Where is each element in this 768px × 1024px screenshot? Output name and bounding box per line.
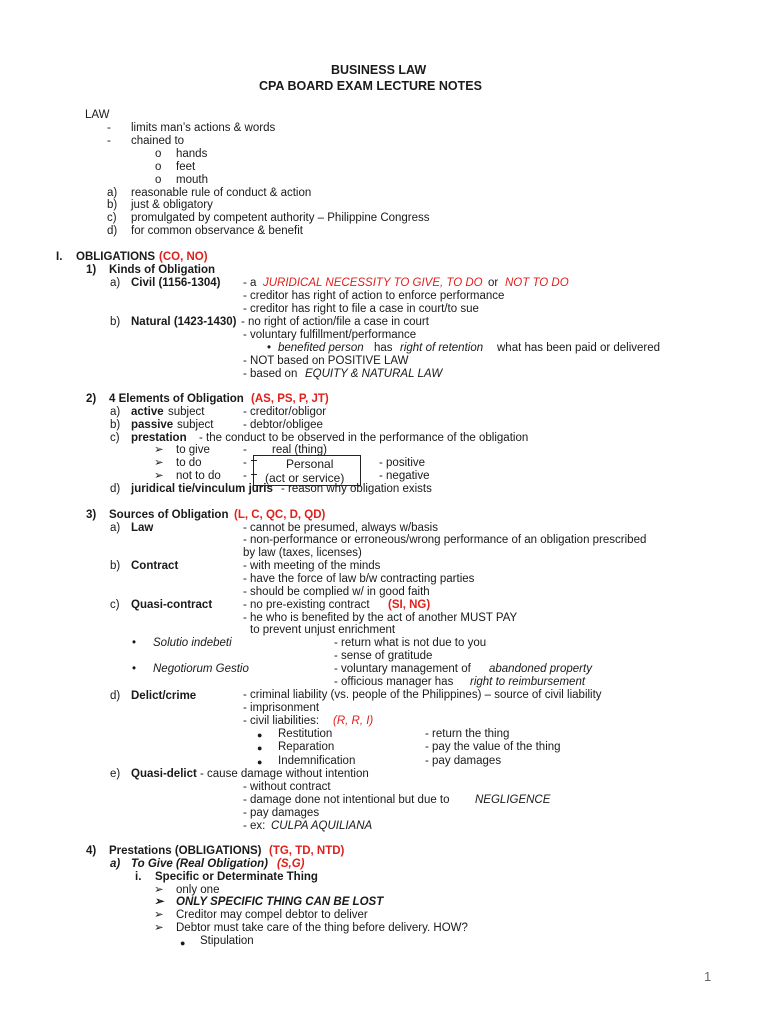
title-line-1: BUSINESS LAW [331, 63, 427, 77]
law-def-c: promulgated by competent authority – Philippine Congress [131, 212, 430, 224]
quasi-contract-label: Quasi-contract [131, 599, 213, 611]
sources-title: Sources of Obligation [109, 509, 229, 521]
equity-natural-law-text: EQUITY & NATURAL LAW [305, 368, 443, 380]
real-thing-text: real (thing) [272, 444, 327, 456]
subsection-number: 1) [86, 264, 97, 276]
quasi-contract-code: (SI, NG) [388, 599, 431, 611]
restitution-def: - return the thing [425, 728, 510, 740]
arrow-bullet-icon: ➢ [154, 922, 164, 934]
quasi-delict-def-4: - pay damages [243, 807, 320, 819]
negotiorum-def-2: - officious manager has [334, 676, 454, 688]
law-source-label: Law [131, 522, 154, 534]
arrow-bullet-icon: ➢ [154, 470, 164, 482]
section-code: (CO, NO) [159, 251, 208, 263]
active-def: - creditor/obligor [243, 406, 327, 418]
delict-crime-label: Delict/crime [131, 690, 197, 702]
delict-def-3: - civil liabilities: [243, 715, 320, 727]
civil-def-prefix: - a [243, 277, 257, 289]
subsection-number: 2) [86, 393, 97, 405]
arrow-bullet-icon: ➢ [154, 896, 164, 908]
not-to-do-label: not to do [176, 470, 221, 482]
reparation-def: - pay the value of the thing [425, 741, 561, 753]
quasi-delict-def-2: - without contract [243, 781, 331, 793]
dash-marker: - [107, 122, 111, 134]
quasi-delict-def-1: - cause damage without intention [200, 768, 369, 780]
chained-feet: feet [176, 161, 196, 173]
delict-def-2: - imprisonment [243, 702, 320, 714]
arrow-bullet-icon: ➢ [154, 444, 164, 456]
abandoned-property-text: abandoned property [489, 663, 592, 675]
list-marker: a) [110, 522, 121, 534]
right-of-retention-text: right of retention [400, 342, 484, 354]
civil-def-3: - creditor has right to file a case in court/to sue [243, 303, 479, 315]
prestations-code: (TG, TD, NTD) [269, 845, 345, 857]
title-line-2: CPA BOARD EXAM LECTURE NOTES [259, 79, 482, 93]
dash-marker: - [243, 470, 247, 482]
civil-obligation-label: Civil (1156-1304) [131, 277, 221, 289]
right-to-reimbursement-text: right to reimbursement [470, 676, 586, 688]
o-marker: o [155, 174, 162, 186]
list-marker: a) [110, 858, 121, 870]
positive-text: - positive [379, 457, 426, 469]
dash-marker: - [243, 444, 247, 456]
list-marker: d) [110, 483, 121, 495]
law-point-1: limits man’s actions & words [131, 122, 276, 134]
law-source-def-1: - cannot be presumed, always w/basis [243, 522, 438, 534]
contract-def-1: - with meeting of the minds [243, 560, 381, 572]
specific-point-3: Creditor may compel debtor to deliver [176, 909, 368, 921]
list-marker: b) [110, 419, 121, 431]
section-title-obligations: OBLIGATIONS [76, 251, 156, 263]
to-give-code: (S,G) [277, 858, 305, 870]
solutio-def-2: - sense of gratitude [334, 650, 433, 662]
contract-def-2: - have the force of law b/w contracting parties [243, 573, 475, 585]
passive-label: passive [131, 419, 174, 431]
bullet-marker: ● [257, 743, 263, 753]
bullet-marker: ● [257, 757, 263, 767]
list-marker: c) [107, 212, 117, 224]
page-number: 1 [704, 969, 712, 984]
prestations-title: Prestations (OBLIGATIONS) [109, 845, 262, 857]
negative-text: - negative [379, 470, 430, 482]
arrow-bullet-icon: ➢ [154, 884, 164, 896]
law-source-def-2: - non-performance or erroneous/wrong performance of an obligation prescribed [243, 534, 647, 546]
quasi-contract-def-1: - no pre-existing contract [243, 599, 370, 611]
kinds-of-obligation-title: Kinds of Obligation [109, 264, 216, 276]
indemnification-def: - pay damages [425, 755, 502, 767]
list-marker: e) [110, 768, 121, 780]
elements-code: (AS, PS, P, JT) [251, 393, 329, 405]
bullet-marker: ● [257, 730, 263, 740]
specific-point-1: only one [176, 884, 220, 896]
juridical-necessity-text: JURIDICAL NECESSITY TO GIVE, TO DO [263, 277, 483, 289]
list-marker: a) [107, 187, 118, 199]
restitution-label: Restitution [278, 728, 333, 740]
bracket-line [251, 474, 257, 475]
stipulation-text: Stipulation [200, 935, 254, 947]
to-give-label: to give [176, 444, 210, 456]
quasi-delict-def-3: - damage done not intentional but due to [243, 794, 450, 806]
indemnification-label: Indemnification [278, 755, 356, 767]
quasi-delict-def-5: - ex: [243, 820, 266, 832]
civil-def-or: or [488, 277, 499, 289]
juridical-tie-label: juridical tie/vinculum juris [131, 483, 273, 495]
o-marker: o [155, 161, 162, 173]
law-def-a: reasonable rule of conduct & action [131, 187, 312, 199]
sources-code: (L, C, QC, D, QD) [234, 509, 326, 521]
delict-def-1: - criminal liability (vs. people of the Philippines) – source of civil liability [243, 689, 602, 701]
list-marker: a) [110, 406, 121, 418]
passive-subject: subject [177, 419, 214, 431]
list-marker: c) [110, 599, 120, 611]
personal-text: Personal [286, 457, 334, 471]
contract-label: Contract [131, 560, 179, 572]
bullet-marker: ● [180, 938, 186, 948]
quasi-contract-def-3: to prevent unjust enrichment [250, 624, 396, 636]
bullet-marker: • [267, 342, 272, 354]
natural-def-5-prefix: - based on [243, 368, 298, 380]
law-def-b: just & obligatory [131, 199, 213, 211]
law-source-def-3: by law (taxes, licenses) [243, 547, 362, 559]
natural-def-2: - voluntary fulfillment/performance [243, 329, 417, 341]
arrow-bullet-icon: ➢ [154, 457, 164, 469]
specific-point-4: Debtor must take care of the thing before delivery. HOW? [176, 922, 468, 934]
natural-def-4: - NOT based on POSITIVE LAW [243, 355, 409, 367]
quasi-contract-def-2: - he who is benefited by the act of another MUST PAY [243, 612, 518, 624]
juridical-tie-def: - reason why obligation exists [281, 483, 432, 495]
bullet-marker: • [132, 663, 137, 675]
bullet-marker: • [132, 637, 137, 649]
o-marker: o [155, 148, 162, 160]
list-marker: a) [110, 277, 121, 289]
law-point-2: chained to [131, 135, 185, 147]
natural-obligation-label: Natural (1423-1430) [131, 316, 237, 328]
not-to-do-text: NOT TO DO [505, 277, 569, 289]
natural-def-rest: what has been paid or delivered [497, 342, 661, 354]
natural-def-1: - no right of action/file a case in court [241, 316, 429, 328]
subsection-number: 4) [86, 845, 97, 857]
dash-marker: - [243, 457, 247, 469]
civil-liabilities-code: (R, R, I) [333, 715, 374, 727]
passive-def: - debtor/obligee [243, 419, 323, 431]
specific-point-2: ONLY SPECIFIC THING CAN BE LOST [176, 896, 384, 908]
negotiorum-gestio-label: Negotiorum Gestio [153, 663, 249, 675]
act-or-service-text: (act or service) [265, 471, 345, 485]
list-marker: d) [110, 690, 121, 702]
to-give-real-obligation: To Give (Real Obligation) [131, 858, 268, 870]
arrow-bullet-icon: ➢ [154, 909, 164, 921]
subsection-number: 3) [86, 509, 97, 521]
civil-def-2: - creditor has right of action to enforce performance [243, 290, 505, 302]
negotiorum-def-1: - voluntary management of [334, 663, 471, 675]
reparation-label: Reparation [278, 741, 335, 753]
solutio-indebeti-label: Solutio indebeti [153, 637, 232, 649]
solutio-def-1: - return what is not due to you [334, 637, 487, 649]
active-subject: subject [168, 406, 205, 418]
list-marker: b) [110, 316, 121, 328]
chained-hands: hands [176, 148, 208, 160]
prestation-label: prestation [131, 432, 187, 444]
law-heading: LAW [85, 109, 110, 121]
specific-thing-heading: Specific or Determinate Thing [155, 871, 318, 883]
list-marker: i. [135, 871, 142, 883]
to-do-label: to do [176, 457, 202, 469]
list-marker: c) [110, 432, 120, 444]
dash-marker: - [107, 135, 111, 147]
prestation-def: - the conduct to be observed in the performance of the obligation [199, 432, 529, 444]
law-def-d: for common observance & benefit [131, 225, 303, 237]
negligence-text: NEGLIGENCE [475, 794, 551, 806]
natural-def-has: has [374, 342, 393, 354]
list-marker: b) [107, 199, 118, 211]
benefited-person-text: benefited person [278, 342, 364, 354]
elements-title: 4 Elements of Obligation [109, 393, 244, 405]
chained-mouth: mouth [176, 174, 208, 186]
active-label: active [131, 406, 164, 418]
culpa-aquiliana-text: CULPA AQUILIANA [271, 820, 373, 832]
section-number: I. [56, 251, 63, 263]
quasi-delict-label: Quasi-delict [131, 768, 197, 780]
list-marker: d) [107, 225, 118, 237]
contract-def-3: - should be complied w/ in good faith [243, 586, 430, 598]
list-marker: b) [110, 560, 121, 572]
